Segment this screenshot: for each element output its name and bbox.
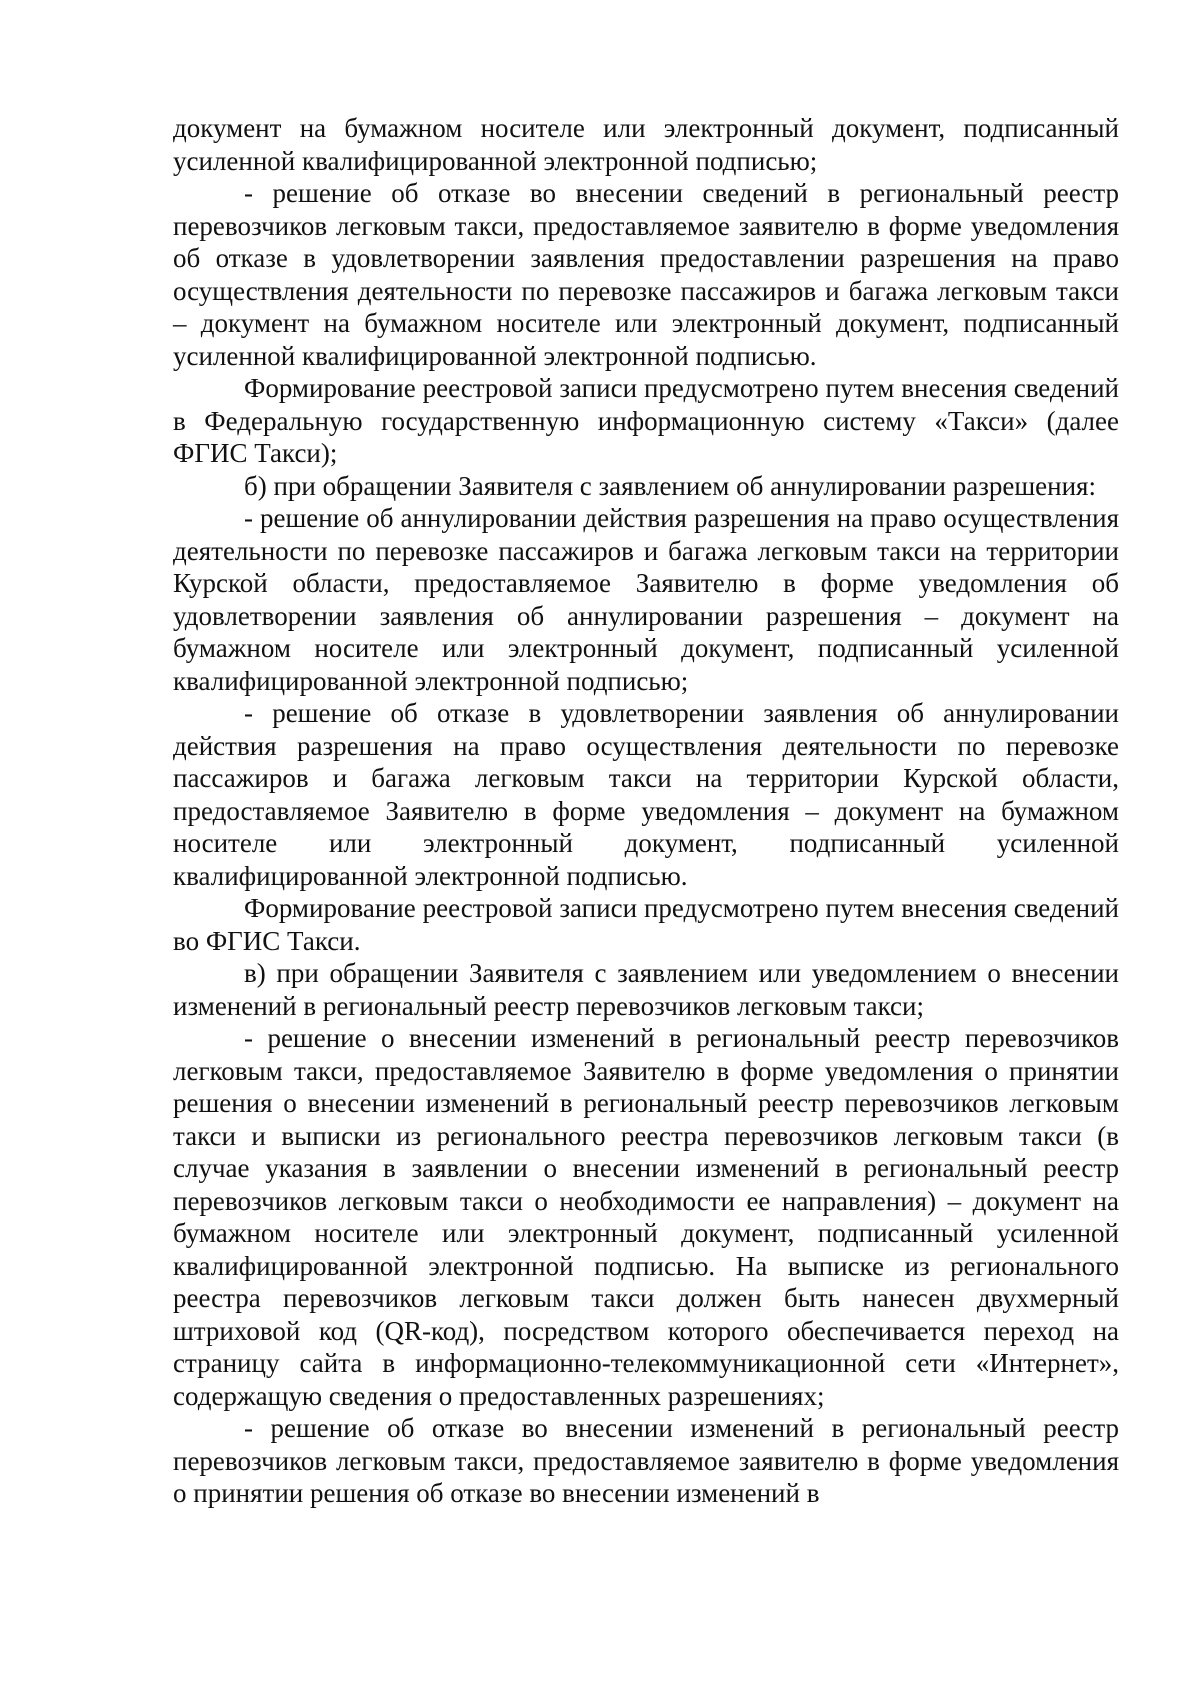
paragraph-item-v: в) при обращении Заявителя с заявлением или уведомлением о внесении изменений в региональный реестр перевозчиков легковым такси; bbox=[173, 958, 1119, 1021]
paragraph-continuation: документ на бумажном носителе или электронный документ, подписанный усиленной квалифицированной электронной подписью; bbox=[173, 113, 1119, 176]
document-body bbox=[173, 112, 1119, 1510]
paragraph-registry-record: Формирование реестровой записи предусмотрено путем внесения сведений во ФГИС Такси. bbox=[173, 893, 1119, 956]
paragraph-refusal-registry: - решение об отказе во внесении сведений в региональный реестр перевозчиков легковым такси, предоставляемое заявителю в форме уведомления об отказе в удовлетворении заявления предоставлении разрешения на право осуществления деятельности по перевозке пассажиров и багажа легковым такси – документ на бумажном носителе или электронный документ, подписанный усиленной квалифицированной электронной подписью. bbox=[173, 178, 1119, 371]
paragraph-changes-decision: - решение о внесении изменений в региональный реестр перевозчиков легковым такси, предоставляемое Заявителю в форме уведомления о принятии решения о внесении изменений в региональный реестр перевозчиков легковым такси и выписки из регионального реестра перевозчиков легковым такси (в случае указания в заявлении о внесении изменений в региональный реестр перевозчиков легковым такси о необходимости ее направления) – документ на бумажном носителе или электронный документ, подписанный усиленной квалифицированной электронной подписью. На выписке из регионального реестра перевозчиков легковым такси должен быть нанесен двухмерный штриховой код (QR-код), посредством которого обеспечивается переход на страницу сайта в информационно-телекоммуникационной сети «Интернет», содержащую сведения о предоставленных разрешениях; bbox=[173, 1023, 1119, 1411]
paragraph-item-b: б) при обращении Заявителя с заявлением об аннулировании разрешения: bbox=[244, 470, 1096, 501]
paragraph-registry-record-fgis: Формирование реестровой записи предусмотрено путем внесения сведений в Федеральную государственную информационную систему «Такси» (далее ФГИС Такси); bbox=[173, 373, 1119, 468]
paragraph-annulment-decision: - решение об аннулировании действия разрешения на право осуществления деятельности по перевозке пассажиров и багажа легковым такси на территории Курской области, предоставляемое Заявителю в форме уведомления об удовлетворении заявления об аннулировании разрешения – документ на бумажном носителе или электронный документ, подписанный усиленной квалифицированной электронной подписью; bbox=[173, 503, 1119, 696]
paragraph-annulment-refusal: - решение об отказе в удовлетворении заявления об аннулировании действия разрешения на право осуществления деятельности по перевозке пассажиров и багажа легковым такси на территории Курской области, предоставляемое Заявителю в форме уведомления – документ на бумажном носителе или электронный документ, подписанный усиленной квалифицированной электронной подписью. bbox=[173, 698, 1119, 891]
paragraph-changes-refusal: - решение об отказе во внесении изменений в региональный реестр перевозчиков легковым такси, предоставляемое заявителю в форме уведомления о принятии решения об отказе во внесении изменений в bbox=[173, 1413, 1119, 1508]
